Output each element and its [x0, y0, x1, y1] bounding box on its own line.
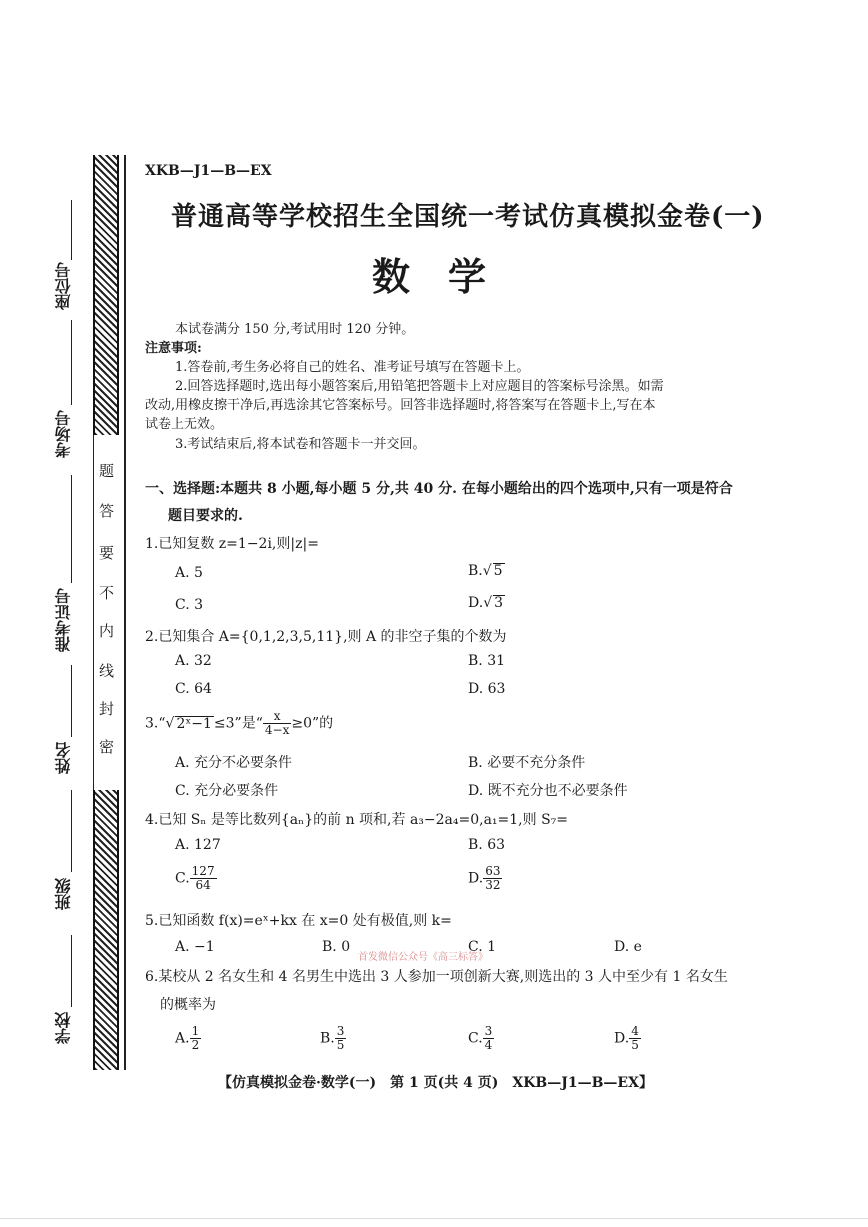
- question-1-stem: 1.已知复数 z=1−2i,则|z|=: [145, 536, 319, 552]
- notice-item: 改动,用橡皮擦干净后,再选涂其它答案标号。回答非选择题时,将答案写在答题卡上,写在本: [145, 398, 656, 413]
- binding-line: [124, 155, 126, 1070]
- watermark: 首发微信公众号《高三标答》: [358, 952, 488, 963]
- notice-heading: 注意事项:: [145, 341, 202, 356]
- field-class-label: 班级: [54, 878, 73, 910]
- notice-item: 3.考试结束后,将本试卷和答题卡一并交回。: [175, 437, 426, 452]
- q6-option-a: A. $\frac{1}{2}$: [175, 1024, 200, 1052]
- seal-char: 题: [99, 462, 115, 480]
- q5-option-b: B. 0: [322, 939, 351, 955]
- notice-item: 试卷上无效。: [145, 417, 224, 432]
- q2-option-c: C. 64: [175, 681, 212, 697]
- q1-option-b: B.√ 5: [468, 563, 503, 579]
- field-room-label: 考场号: [54, 410, 73, 458]
- seal-char: 答: [99, 502, 115, 520]
- q6-option-d: D. $\frac{4}{5}$: [614, 1024, 639, 1052]
- field-name-label: 姓名: [54, 742, 73, 774]
- q3-option-a: A. 充分不必要条件: [175, 755, 293, 771]
- notice-item: 1.答卷前,考生务必将自己的姓名、准考证号填写在答题卡上。: [175, 360, 530, 375]
- seal-char: 线: [99, 662, 115, 680]
- field-examid-line[interactable]: [71, 475, 72, 583]
- q3-option-d: D. 既不充分也不必要条件: [468, 783, 628, 799]
- field-seat-label: 座位号: [54, 262, 73, 310]
- q5-option-d: D. e: [614, 939, 642, 955]
- paper-title: 普通高等学校招生全国统一考试仿真模拟金卷(一): [171, 202, 765, 232]
- q2-option-a: A. 32: [175, 653, 212, 669]
- seal-char: 不: [99, 584, 115, 602]
- q6-option-b: B. $\frac{3}{5}$: [320, 1024, 345, 1052]
- exam-intro: 本试卷满分 150 分,考试用时 120 分钟。: [175, 322, 415, 337]
- q5-option-a: A. −1: [175, 939, 215, 955]
- binding-pattern-top: [93, 155, 119, 435]
- question-4-stem: 4.已知 Sₙ 是等比数列{aₙ}的前 n 项和,若 a₃−2a₄=0,a₁=1,则 S₇=: [145, 812, 569, 828]
- question-6-stem: 6.某校从 2 名女生和 4 名男生中选出 3 人参加一项创新大赛,则选出的 3 人中至少有 1 名女生: [145, 969, 728, 985]
- q2-option-d: D. 63: [468, 681, 506, 697]
- q5-option-c: C. 1: [468, 939, 497, 955]
- field-name-line[interactable]: [71, 665, 72, 737]
- question-3-stem: 3.“√ 2ˣ−1 ≤3”是“ $\frac{x}{4-x}$ ≥0”的: [145, 709, 334, 737]
- section-heading: 一、选择题:本题共 8 小题,每小题 5 分,共 40 分. 在每小题给出的四个选项中,只有一项是符合: [145, 481, 733, 497]
- seal-char: 内: [99, 622, 115, 640]
- field-school-label: 学校: [54, 1012, 73, 1044]
- section-heading-cont: 题目要求的.: [168, 508, 243, 524]
- notice-item: 2.回答选择题时,选出每小题答案后,用铅笔把答题卡上对应题目的答案标号涂黑。如需: [175, 379, 664, 394]
- q1-option-a: A. 5: [175, 565, 203, 581]
- field-examid-label: 准考证号: [54, 588, 73, 652]
- q3-option-b: B. 必要不充分条件: [468, 755, 586, 771]
- q2-option-b: B. 31: [468, 653, 506, 669]
- question-5-stem: 5.已知函数 f(x)=eˣ+kx 在 x=0 处有极值,则 k=: [145, 913, 452, 929]
- page-footer: 【仿真模拟金卷·数学(一) 第 1 页(共 4 页) XKB—J1—B—EX】: [218, 1075, 653, 1091]
- seal-char: 密: [99, 738, 115, 756]
- seal-char: 封: [99, 700, 115, 718]
- field-seat-line[interactable]: [71, 200, 72, 260]
- question-2-stem: 2.已知集合 A={0,1,2,3,5,11},则 A 的非空子集的个数为: [145, 629, 507, 645]
- field-room-line[interactable]: [71, 320, 72, 405]
- question-6-stem-cont: 的概率为: [160, 997, 216, 1013]
- q4-option-b: B. 63: [468, 837, 506, 853]
- q6-option-c: C. $\frac{3}{4}$: [468, 1024, 493, 1052]
- seal-char: 要: [99, 544, 115, 562]
- binding-line-inner: [93, 435, 94, 790]
- paper-code: XKB—J1—B—EX: [145, 163, 272, 179]
- bottom-rule: [0, 1218, 868, 1219]
- q4-option-d: D. $\frac{63}{32}$: [468, 864, 501, 892]
- q3-option-c: C. 充分必要条件: [175, 783, 279, 799]
- q4-option-a: A. 127: [175, 837, 221, 853]
- q1-option-c: C. 3: [175, 597, 204, 613]
- field-class-line[interactable]: [71, 790, 72, 872]
- subject-title: 数 学: [372, 254, 487, 299]
- q1-option-d: D.√ 3: [468, 595, 504, 611]
- binding-pattern-bottom: [93, 790, 119, 1070]
- field-school-line[interactable]: [71, 935, 72, 1007]
- q4-option-c: C. $\frac{127}{64}$: [175, 864, 215, 892]
